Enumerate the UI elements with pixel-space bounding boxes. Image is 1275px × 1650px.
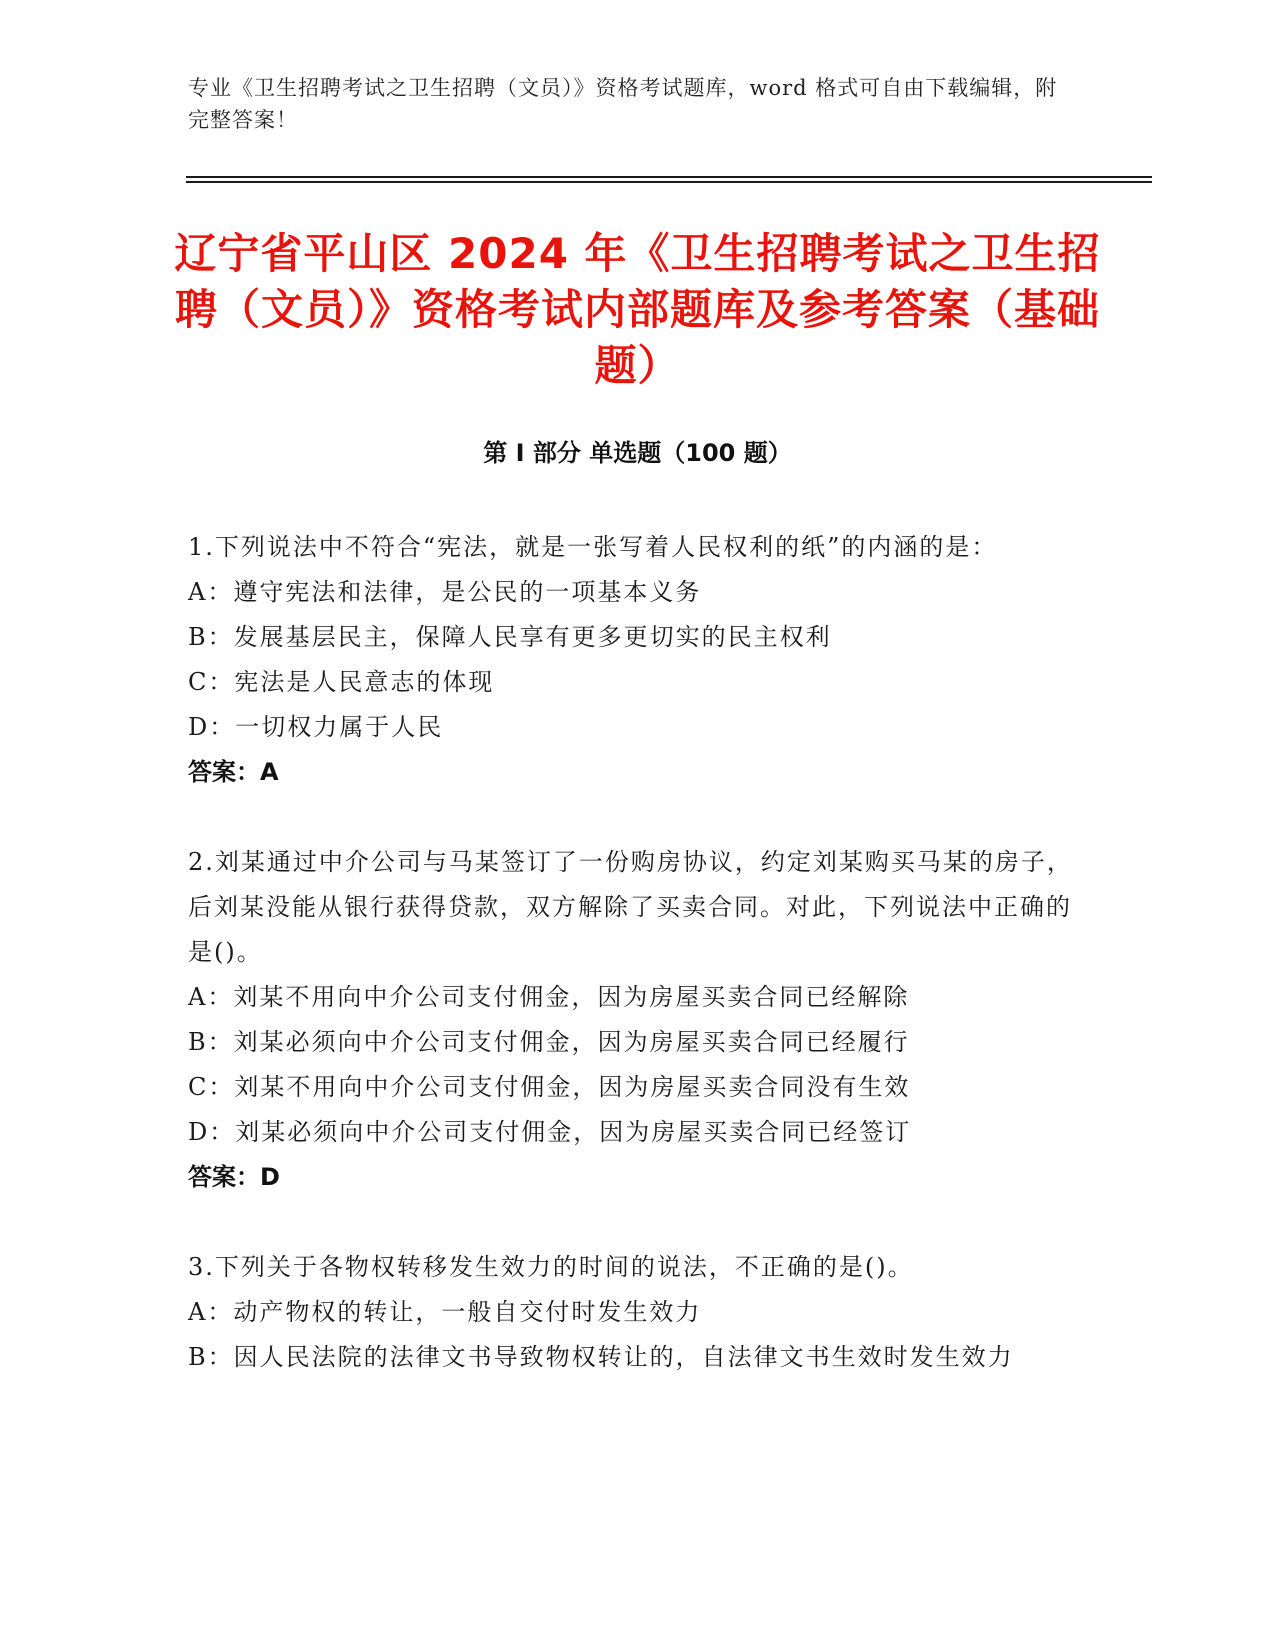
question-list	[188, 525, 1078, 1425]
option-d: D：刘某必须向中介公司支付佣金，因为房屋买卖合同已经签订	[188, 1118, 912, 1146]
question-2	[188, 840, 1078, 1200]
header-divider-top	[186, 176, 1152, 178]
option-b: B：发展基层民主，保障人民享有更多更切实的民主权利	[188, 623, 832, 651]
question-stem: 1.下列说法中不符合“宪法，就是一张写着人民权利的纸”的内涵的是：	[188, 533, 998, 561]
answer: 答案：D	[188, 1163, 280, 1191]
option-c: C：刘某不用向中介公司支付佣金，因为房屋买卖合同没有生效	[188, 1073, 911, 1101]
answer: 答案：A	[188, 758, 279, 786]
option-a: A：遵守宪法和法律，是公民的一项基本义务	[188, 578, 702, 606]
header-divider-bottom	[186, 181, 1152, 183]
option-d: D：一切权力属于人民	[188, 713, 444, 741]
question-3	[188, 1245, 1078, 1380]
question-stem: 2.刘某通过中介公司与马某签订了一份购房协议，约定刘某购买马某的房子，后刘某没能从银行获得贷款，双方解除了买卖合同。对此，下列说法中正确的是()。	[188, 848, 1073, 966]
option-b: B：刘某必须向中介公司支付佣金，因为房屋买卖合同已经履行	[188, 1028, 910, 1056]
section-heading: 第 I 部分 单选题（100 题）	[483, 439, 792, 467]
option-a: A：动产物权的转让，一般自交付时发生效力	[188, 1298, 702, 1326]
option-a: A：刘某不用向中介公司支付佣金，因为房屋买卖合同已经解除	[188, 983, 910, 1011]
question-1	[188, 525, 1078, 795]
question-stem: 3.下列关于各物权转移发生效力的时间的说法，不正确的是()。	[188, 1253, 914, 1281]
option-c: C：宪法是人民意志的体现	[188, 668, 495, 696]
option-b: B：因人民法院的法律文书导致物权转让的，自法律文书生效时发生效力	[188, 1343, 1014, 1371]
document-title: 辽宁省平山区 2024 年《卫生招聘考试之卫生招聘（文员）》资格考试内部题库及参考答案（基础题）	[174, 229, 1101, 390]
header-note: 专业《卫生招聘考试之卫生招聘（文员）》资格考试题库，word 格式可自由下载编辑，附完整答案！	[188, 76, 1058, 132]
